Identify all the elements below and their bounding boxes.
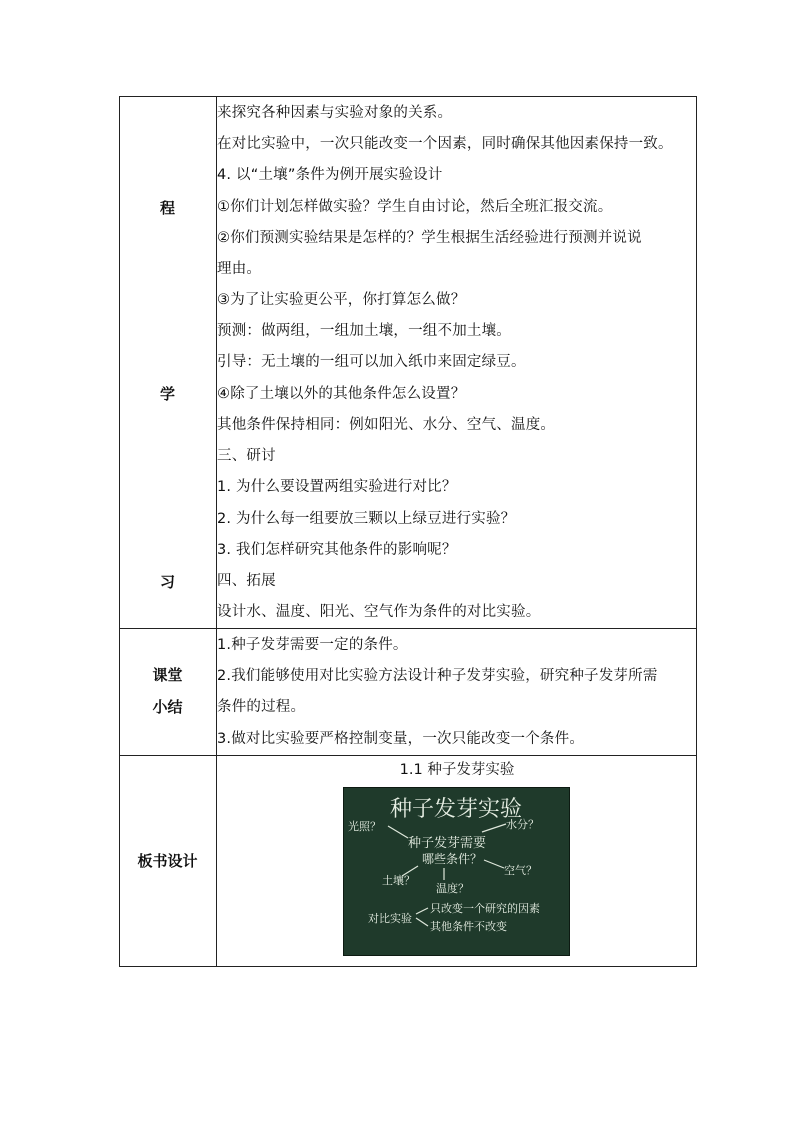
chalk-temp: 温度？	[436, 882, 469, 895]
table-border-bottom	[119, 966, 697, 967]
process-line: 四、拓展	[217, 573, 276, 589]
process-line: 来探究各种因素与实验对象的关系。	[217, 105, 453, 121]
process-line: 预测：做两组，一组加土壤，一组不加土壤。	[217, 323, 511, 339]
process-line: 3. 我们怎样研究其他条件的影响呢？	[217, 542, 457, 558]
process-line: 在对比实验中，一次只能改变一个因素，同时确保其他因素保持一致。	[217, 136, 673, 152]
process-line: 其他条件保持相同：例如阳光、水分、空气、温度。	[217, 417, 556, 433]
table-border-top	[119, 96, 697, 97]
process-line: 1. 为什么要设置两组实验进行对比？	[217, 479, 457, 495]
process-line: ④除了土壤以外的其他条件怎么设置？	[217, 386, 466, 402]
summary-label-line-1: 课堂	[152, 666, 183, 684]
process-line: 4. 以“土壤”条件为例开展实验设计	[217, 167, 443, 183]
column-divider	[216, 96, 217, 967]
board-design-label: 板书设计	[137, 852, 198, 870]
summary-line: 条件的过程。	[217, 699, 306, 715]
process-line: 三、研讨	[217, 448, 276, 464]
chalk-title: 种子发芽实验	[390, 797, 523, 822]
arrow-only-change	[416, 908, 428, 914]
chalk-only-change: 只改变一个研究的因素	[430, 902, 540, 915]
summary-line: 2.我们能够使用对比实验方法设计种子发芽实验，研究种子发芽所需	[217, 668, 658, 684]
process-line: 引导：无土壤的一组可以加入纸巾来固定绿豆。	[217, 354, 526, 370]
row-divider-board	[119, 755, 697, 756]
process-line: 2. 为什么每一组要放三颗以上绿豆进行实验？	[217, 511, 516, 527]
process-label-char-1: 程	[159, 199, 175, 217]
process-label-char-3: 习	[159, 573, 175, 591]
chalk-contrast: 对比实验	[368, 912, 412, 925]
summary-line: 3.做对比实验要严格控制变量，一次只能改变一个条件。	[217, 731, 585, 747]
chalk-air: 空气？	[504, 864, 537, 877]
chalk-water: 水分？	[506, 818, 539, 831]
chalk-others: 其他条件不改变	[430, 920, 507, 933]
summary-label-line-2: 小结	[152, 698, 183, 716]
arrow-air	[484, 860, 504, 868]
chalk-which: 哪些条件？	[422, 852, 483, 866]
lesson-table	[119, 96, 697, 967]
process-line: 理由。	[217, 261, 262, 277]
process-line: ①你们计划怎样做实验？学生自由讨论，然后全班汇报交流。	[217, 199, 613, 215]
chalk-sunlight: 光照？	[348, 820, 381, 833]
board-caption: 1.1 种子发芽实验	[399, 762, 515, 778]
chalk-need: 种子发芽需要	[408, 836, 487, 851]
table-border-left	[119, 96, 120, 967]
process-line: 设计水、温度、阳光、空气作为条件的对比实验。	[217, 604, 541, 620]
table-border-right	[696, 96, 697, 967]
chalk-soil: 土壤？	[382, 874, 415, 887]
row-divider-summary	[119, 628, 697, 629]
process-label-char-2: 学	[159, 385, 175, 403]
arrow-sunlight	[388, 826, 408, 838]
process-line: ③为了让实验更公平，你打算怎么做？	[217, 292, 466, 308]
arrow-water	[482, 824, 506, 832]
summary-line: 1.种子发芽需要一定的条件。	[217, 637, 408, 653]
process-line: ②你们预测实验结果是怎样的？学生根据生活经验进行预测并说说	[217, 230, 642, 246]
chalkboard-photo	[343, 787, 570, 956]
arrow-others	[416, 918, 428, 926]
